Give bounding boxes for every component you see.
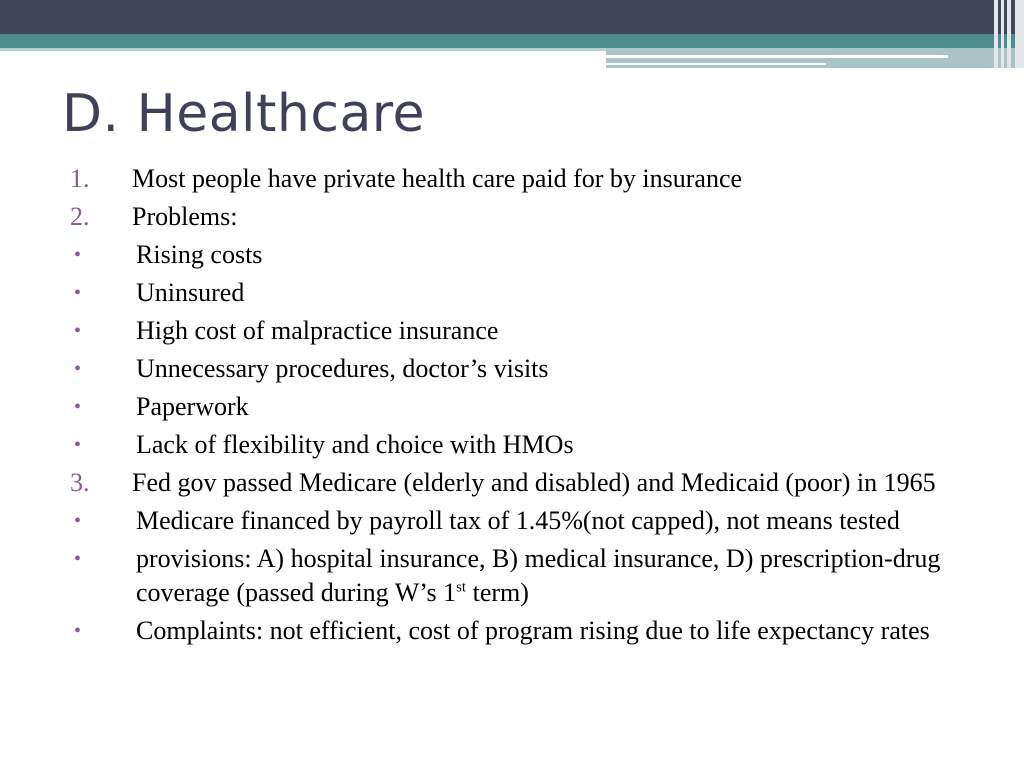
bullet-icon: • [74, 320, 82, 342]
list-item-text: High cost of malpractice insurance [136, 316, 499, 345]
bullet-icon: • [74, 358, 82, 380]
list-item-text: Fed gov passed Medicare (elderly and disabled) and Medicaid (poor) in 1965 [132, 468, 936, 497]
list-item [70, 314, 990, 348]
list-item-text-main: provisions: A) hospital insurance, B) medical insurance, D) prescription-drug coverage (passed during W’s 1 [136, 544, 941, 607]
list-item [70, 200, 990, 234]
list-item [70, 276, 990, 310]
list-item-text: Rising costs [136, 240, 263, 269]
header-accent-line [606, 55, 948, 58]
bullet-icon: • [74, 244, 82, 266]
list-item [70, 162, 990, 196]
bullet-icon: • [74, 282, 82, 304]
list-item-text: Most people have private health care paid for by insurance [132, 164, 743, 193]
list-item-text: Complaints: not efficient, cost of program rising due to life expectancy rates [136, 616, 930, 645]
list-number: 2. [70, 202, 90, 231]
bullet-icon: • [74, 620, 82, 642]
list-item-text-end: term) [466, 578, 529, 607]
list-item [70, 614, 990, 648]
list-item [70, 352, 990, 386]
header-accent-line [606, 63, 826, 65]
list-item-text: Uninsured [136, 278, 245, 307]
ordinal-suffix: st [456, 579, 467, 596]
bullet-icon: • [74, 510, 82, 532]
bullet-icon: • [74, 396, 82, 418]
slide-body [70, 162, 990, 652]
list-number: 3. [70, 468, 90, 497]
list-item [70, 542, 990, 610]
bullet-icon: • [74, 548, 82, 570]
list-item [70, 390, 990, 424]
list-number: 1. [70, 164, 90, 193]
header-thin-line [0, 48, 606, 51]
header-edge-stripes [994, 0, 1024, 68]
list-item-text: Problems: [132, 202, 238, 231]
list-item [70, 238, 990, 272]
list-item [70, 428, 990, 462]
header-accent-block [606, 48, 1024, 68]
slide-title: D. Healthcare [62, 84, 426, 144]
list-item-text: Unnecessary procedures, doctor’s visits [136, 354, 549, 383]
list-item [70, 466, 990, 500]
header-teal-band [0, 34, 1024, 48]
list-item-text: Paperwork [136, 392, 249, 421]
list-item [70, 504, 990, 538]
header-dark-band [0, 0, 1024, 34]
list-item-text: Medicare financed by payroll tax of 1.45%(not capped), not means tested [136, 506, 900, 535]
list-item-text [136, 542, 990, 610]
bullet-icon: • [74, 434, 82, 456]
list-item-text: Lack of flexibility and choice with HMOs [136, 430, 574, 459]
